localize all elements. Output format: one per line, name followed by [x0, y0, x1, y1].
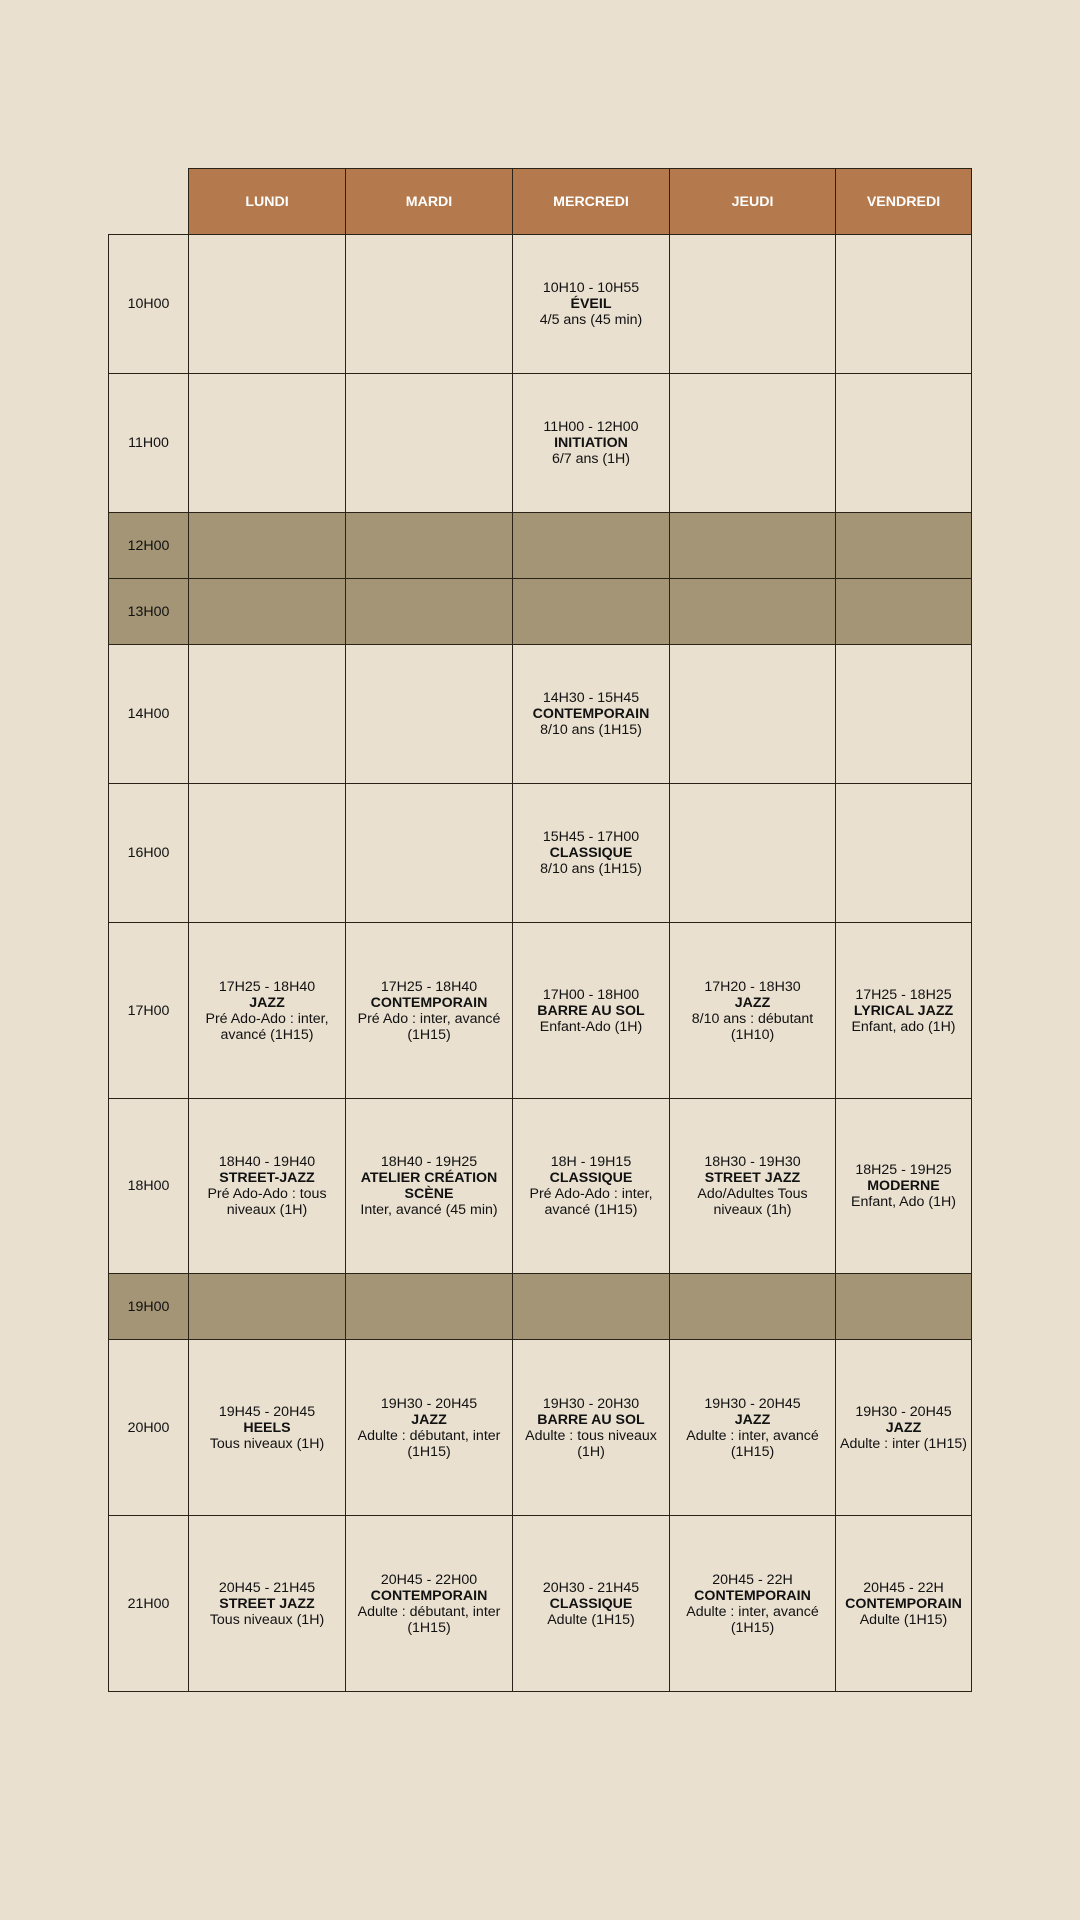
empty-cell	[670, 1274, 836, 1340]
time-label: 17H00	[109, 923, 189, 1099]
empty-cell	[189, 374, 346, 513]
class-time: 17H20 - 18H30	[704, 978, 801, 995]
empty-cell	[346, 513, 513, 579]
class-time: 17H25 - 18H25	[855, 986, 952, 1003]
empty-cell	[670, 579, 836, 645]
class-level: Pré Ado-Ado : inter, avancé (1H15)	[529, 1186, 653, 1218]
class-level: 4/5 ans (45 min)	[539, 312, 643, 328]
class-level: 8/10 ans (1H15)	[540, 722, 642, 738]
class-name: INITIATION	[554, 435, 628, 451]
class-name: JAZZ	[734, 994, 771, 1011]
class-level: Inter, avancé (45 min)	[360, 1202, 498, 1218]
empty-cell	[513, 1274, 670, 1340]
class-level: Adulte : débutant, inter (1H15)	[357, 1427, 501, 1460]
class-time: 17H25 - 18H40	[380, 978, 478, 995]
class-time: 18H30 - 19H30	[704, 1154, 801, 1170]
class-time: 18H25 - 19H25	[855, 1162, 952, 1178]
class-name: JAZZ	[885, 1419, 922, 1436]
day-header-lundi: LUNDI	[189, 169, 346, 235]
class-cell	[189, 1099, 346, 1274]
empty-cell	[189, 1274, 346, 1340]
time-label: 12H00	[109, 513, 189, 579]
class-cell	[189, 1516, 346, 1692]
class-name: LYRICAL JAZZ	[853, 1002, 954, 1019]
class-name: STREET-JAZZ	[219, 1170, 315, 1186]
class-level: Adulte : inter (1H15)	[840, 1435, 967, 1452]
class-name: CLASSIQUE	[549, 1595, 633, 1612]
class-cell	[836, 1516, 972, 1692]
empty-cell	[189, 784, 346, 923]
class-cell	[513, 374, 670, 513]
day-header-mardi: MARDI	[346, 169, 513, 235]
class-level: 8/10 ans : débutant (1H10)	[691, 1010, 814, 1043]
empty-cell	[670, 513, 836, 579]
schedule-table	[108, 168, 972, 1692]
class-level: Ado/Adultes Tous niveaux (1h)	[697, 1186, 808, 1218]
class-time: 19H30 - 20H30	[542, 1395, 640, 1412]
class-cell	[513, 1516, 670, 1692]
empty-cell	[836, 579, 972, 645]
time-row	[109, 923, 972, 1099]
class-level: Adulte (1H15)	[547, 1611, 635, 1628]
time-label: 10H00	[109, 235, 189, 374]
class-time: 20H45 - 22H00	[380, 1571, 478, 1588]
empty-cell	[670, 784, 836, 923]
class-level: 8/10 ans (1H15)	[540, 861, 642, 877]
class-name: CONTEMPORAIN	[370, 994, 488, 1011]
class-name: CLASSIQUE	[549, 845, 633, 861]
class-cell	[189, 923, 346, 1099]
empty-cell	[189, 235, 346, 374]
empty-cell	[836, 1274, 972, 1340]
class-time: 18H - 19H15	[550, 1154, 632, 1170]
class-level: Adulte : inter, avancé (1H15)	[686, 1427, 819, 1460]
time-label: 21H00	[109, 1516, 189, 1692]
empty-cell	[346, 374, 513, 513]
empty-cell	[346, 645, 513, 784]
time-label: 14H00	[109, 645, 189, 784]
class-time: 17H00 - 18H00	[542, 986, 640, 1003]
schedule-body	[109, 235, 972, 1692]
empty-cell	[513, 579, 670, 645]
class-cell	[513, 923, 670, 1099]
empty-cell	[346, 579, 513, 645]
class-cell	[513, 1099, 670, 1274]
empty-cell	[836, 235, 972, 374]
class-time: 19H45 - 20H45	[218, 1403, 316, 1420]
class-name: JAZZ	[734, 1411, 771, 1428]
corner-cell	[109, 169, 189, 235]
empty-cell	[513, 513, 670, 579]
class-time: 19H30 - 20H45	[380, 1395, 478, 1412]
empty-cell	[836, 784, 972, 923]
class-level: Enfant-Ado (1H)	[539, 1018, 643, 1035]
class-level: 6/7 ans (1H)	[551, 451, 631, 467]
time-row	[109, 784, 972, 923]
break-row	[109, 513, 972, 579]
class-cell	[346, 1340, 513, 1516]
empty-cell	[836, 645, 972, 784]
class-level: Pré Ado-Ado : inter, avancé (1H15)	[205, 1010, 329, 1043]
day-header-jeudi: JEUDI	[670, 169, 836, 235]
class-level: Adulte (1H15)	[859, 1611, 948, 1628]
break-row	[109, 1274, 972, 1340]
empty-cell	[189, 513, 346, 579]
empty-cell	[346, 784, 513, 923]
class-name: MODERNE	[867, 1178, 940, 1194]
class-cell	[836, 1099, 972, 1274]
class-level: Adulte : débutant, inter (1H15)	[357, 1603, 501, 1636]
class-name: CONTEMPORAIN	[694, 1587, 811, 1604]
class-name: STREET JAZZ	[704, 1170, 801, 1186]
class-level: Tous niveaux (1H)	[209, 1435, 325, 1452]
break-row	[109, 579, 972, 645]
class-time: 20H45 - 22H	[863, 1579, 944, 1596]
time-row	[109, 374, 972, 513]
class-name: BARRE AU SOL	[537, 1002, 645, 1019]
empty-cell	[670, 374, 836, 513]
class-name: JAZZ	[411, 1411, 447, 1428]
class-name: CLASSIQUE	[549, 1170, 633, 1186]
class-level: Pré Ado-Ado : tous niveaux (1H)	[207, 1186, 327, 1218]
class-cell	[670, 1340, 836, 1516]
empty-cell	[346, 235, 513, 374]
class-name: HEELS	[243, 1419, 291, 1436]
class-level: Enfant, Ado (1H)	[851, 1194, 956, 1210]
time-row	[109, 1516, 972, 1692]
time-row	[109, 1340, 972, 1516]
class-cell	[346, 1516, 513, 1692]
class-cell	[670, 1516, 836, 1692]
empty-cell	[189, 645, 346, 784]
class-cell	[670, 1099, 836, 1274]
time-label: 18H00	[109, 1099, 189, 1274]
class-name: STREET JAZZ	[219, 1595, 315, 1612]
class-cell	[513, 784, 670, 923]
time-label: 19H00	[109, 1274, 189, 1340]
time-label: 13H00	[109, 579, 189, 645]
day-header-mercredi: MERCREDI	[513, 169, 670, 235]
empty-cell	[670, 235, 836, 374]
class-level: Adulte : tous niveaux (1H)	[525, 1427, 657, 1460]
class-name: CONTEMPORAIN	[532, 706, 650, 722]
class-cell	[189, 1340, 346, 1516]
class-cell	[513, 1340, 670, 1516]
class-cell	[836, 1340, 972, 1516]
empty-cell	[670, 645, 836, 784]
time-row	[109, 235, 972, 374]
class-time: 19H30 - 20H45	[855, 1403, 952, 1420]
class-name: CONTEMPORAIN	[370, 1587, 488, 1604]
time-label: 20H00	[109, 1340, 189, 1516]
class-cell	[513, 645, 670, 784]
empty-cell	[346, 1274, 513, 1340]
class-cell	[836, 923, 972, 1099]
class-cell	[346, 923, 513, 1099]
class-time: 20H45 - 22H	[712, 1571, 793, 1588]
class-name: ÉVEIL	[570, 296, 612, 312]
empty-cell	[189, 579, 346, 645]
class-cell	[346, 1099, 513, 1274]
class-cell	[670, 923, 836, 1099]
class-time: 19H30 - 20H45	[704, 1395, 801, 1412]
class-time: 15H45 - 17H00	[542, 829, 640, 845]
day-header-row	[109, 169, 972, 235]
empty-cell	[836, 513, 972, 579]
class-level: Adulte : inter, avancé (1H15)	[686, 1603, 819, 1636]
class-time: 14H30 - 15H45	[542, 690, 640, 706]
class-cell	[513, 235, 670, 374]
time-row	[109, 645, 972, 784]
class-time: 17H25 - 18H40	[218, 978, 316, 995]
class-name: JAZZ	[249, 994, 285, 1011]
class-time: 20H30 - 21H45	[542, 1579, 640, 1596]
class-time: 11H00 - 12H00	[543, 419, 639, 435]
class-time: 18H40 - 19H25	[380, 1154, 478, 1170]
time-row	[109, 1099, 972, 1274]
class-level: Pré Ado : inter, avancé (1H15)	[357, 1010, 501, 1043]
day-header-vendredi: VENDREDI	[836, 169, 972, 235]
class-name: CONTEMPORAIN	[845, 1595, 962, 1612]
class-time: 20H45 - 21H45	[218, 1579, 316, 1596]
class-name: BARRE AU SOL	[537, 1411, 645, 1428]
time-label: 16H00	[109, 784, 189, 923]
class-time: 18H40 - 19H40	[218, 1154, 316, 1170]
class-level: Tous niveaux (1H)	[209, 1611, 325, 1628]
class-name: ATELIER CRÉATION SCÈNE	[360, 1170, 498, 1202]
empty-cell	[836, 374, 972, 513]
class-time: 10H10 - 10H55	[542, 280, 640, 296]
class-level: Enfant, ado (1H)	[851, 1018, 956, 1035]
time-label: 11H00	[109, 374, 189, 513]
